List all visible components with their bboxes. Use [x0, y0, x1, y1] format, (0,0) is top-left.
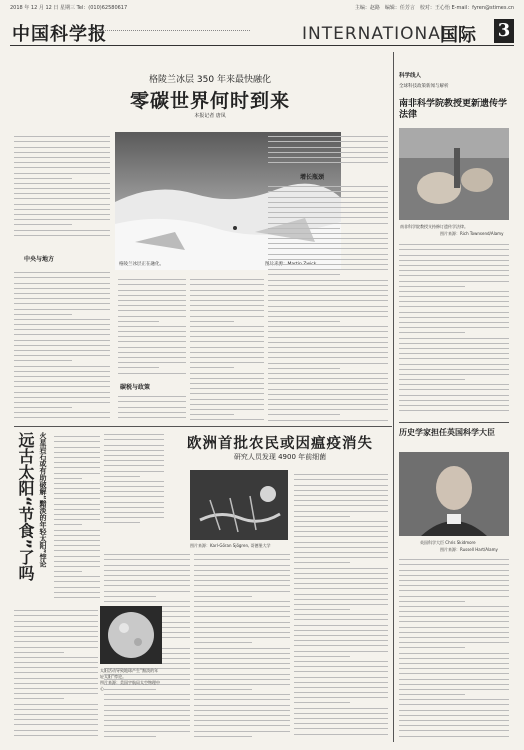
side-box-rule: [399, 422, 509, 423]
side-body: [399, 240, 509, 416]
sun-photo: [100, 606, 162, 664]
text-line: [14, 231, 110, 236]
second-headline: 欧洲首批农民或因瘟疫消失: [187, 436, 373, 452]
lab-photo: [399, 128, 509, 220]
lead-photo-credit: 图片来源：Martin Zwick: [265, 262, 317, 267]
third-kicker: 火星岩石或有助破解“黯淡的年轻太阳”悖论: [39, 432, 47, 568]
lead-body-col4: [268, 132, 388, 168]
second-subheadline: 研究人员发现 4900 年前细菌: [233, 453, 327, 461]
lead-headline: 零碳世界何时到来: [129, 90, 290, 112]
lead-body-col4b: [268, 182, 388, 422]
lead-subhead-2: 碳税与政策: [120, 384, 151, 391]
section-name-en: INTERNATIONAL: [302, 24, 452, 44]
side-column-label: 科学线人: [399, 73, 422, 79]
second-body-col3: [294, 470, 388, 740]
text-line: [54, 593, 100, 598]
side-box-title: 历史学家担任英国科学大臣: [399, 428, 495, 437]
text-line: [268, 415, 388, 420]
issue-date: 2018 年 12 月 12 日: [10, 5, 59, 11]
second-body-col2: [194, 550, 290, 740]
lead-photo-caption: 格陵兰冰层正在融化。: [119, 262, 164, 267]
text-line: [14, 731, 98, 736]
header-editors: 主编：赵路 编辑：任芳言 校对：王心怡: [354, 5, 450, 11]
lead-body-col1: [14, 132, 110, 240]
side-box-caption: 英国科学大臣 Chris Skidmore: [420, 540, 476, 545]
header-email: E-mail：fyren@stimes.cn: [451, 5, 514, 11]
lead-body-col2: [118, 275, 186, 377]
text-line: [194, 732, 252, 737]
side-photo-caption: 南非科学院教授支持修订遗传学法律。: [400, 224, 468, 229]
lead-subhead-1: 中央与地方: [24, 256, 55, 263]
header-info-bar: [10, 4, 514, 14]
side-photo: [399, 128, 509, 220]
text-line: [104, 732, 156, 737]
page-number: 3: [494, 19, 514, 43]
third-body-col2: [14, 606, 98, 740]
side-column-sub: 全球科技政策新闻与解析: [399, 84, 449, 89]
text-line: [268, 158, 388, 163]
lead-subhead-3: 增长瓶颈: [300, 174, 325, 181]
text-line: [118, 413, 186, 418]
masthead: [10, 16, 514, 46]
text-line: [104, 518, 140, 523]
issue-weekday: 星期三: [60, 5, 76, 11]
second-photo-credit: 图片来源：Karl-Göran Sjögren, 哥德堡大学: [190, 543, 271, 548]
second-photo: [190, 470, 288, 540]
side-article-title: 南非科学院教授更新遗传学法律: [399, 99, 508, 120]
skeleton-photo: [190, 470, 288, 540]
portrait-photo: [399, 452, 509, 536]
lead-kicker: 格陵兰冰层 350 年来最快融化: [149, 75, 271, 85]
text-line: [118, 368, 186, 373]
third-body-col1: [54, 432, 100, 600]
lead-byline: 本报记者 唐凤: [194, 113, 226, 119]
side-photo-credit: 图片来源：Rich Townsend/Alamy: [440, 231, 504, 236]
third-photo: [100, 606, 162, 664]
lead-body-col2b: [118, 392, 186, 422]
lead-body-col1b: [14, 268, 110, 420]
text-line: [399, 406, 509, 411]
text-line: [399, 731, 509, 736]
header-tel: Tel：(010)62580617: [76, 5, 128, 11]
third-photo-credit: 图片来源：美国宇航局太空物理中心: [100, 680, 160, 691]
side-box-credit: 图片来源：Russell Hart/Alamy: [440, 547, 498, 552]
horizontal-rule-mid: [14, 426, 392, 427]
vertical-rule-right: [393, 52, 394, 742]
masthead-divider: [90, 30, 250, 36]
side-box-photo: [399, 452, 509, 536]
header-staff-line: [355, 4, 514, 14]
second-intro-left: [104, 430, 164, 526]
text-line: [14, 413, 110, 418]
third-headline: 远古太阳“节食”了吗: [16, 432, 35, 582]
text-line: [190, 415, 264, 420]
lead-body-col3: [190, 275, 264, 423]
side-box-body: [399, 555, 509, 740]
newspaper-logo: 中国科学报: [12, 24, 107, 45]
section-name-cn: 国际: [440, 25, 476, 46]
third-photo-caption: 太阳活动导致地球产生“黯淡的年轻太阳”悖论。: [100, 668, 159, 679]
header-date-line: [10, 4, 127, 14]
text-line: [294, 729, 388, 734]
